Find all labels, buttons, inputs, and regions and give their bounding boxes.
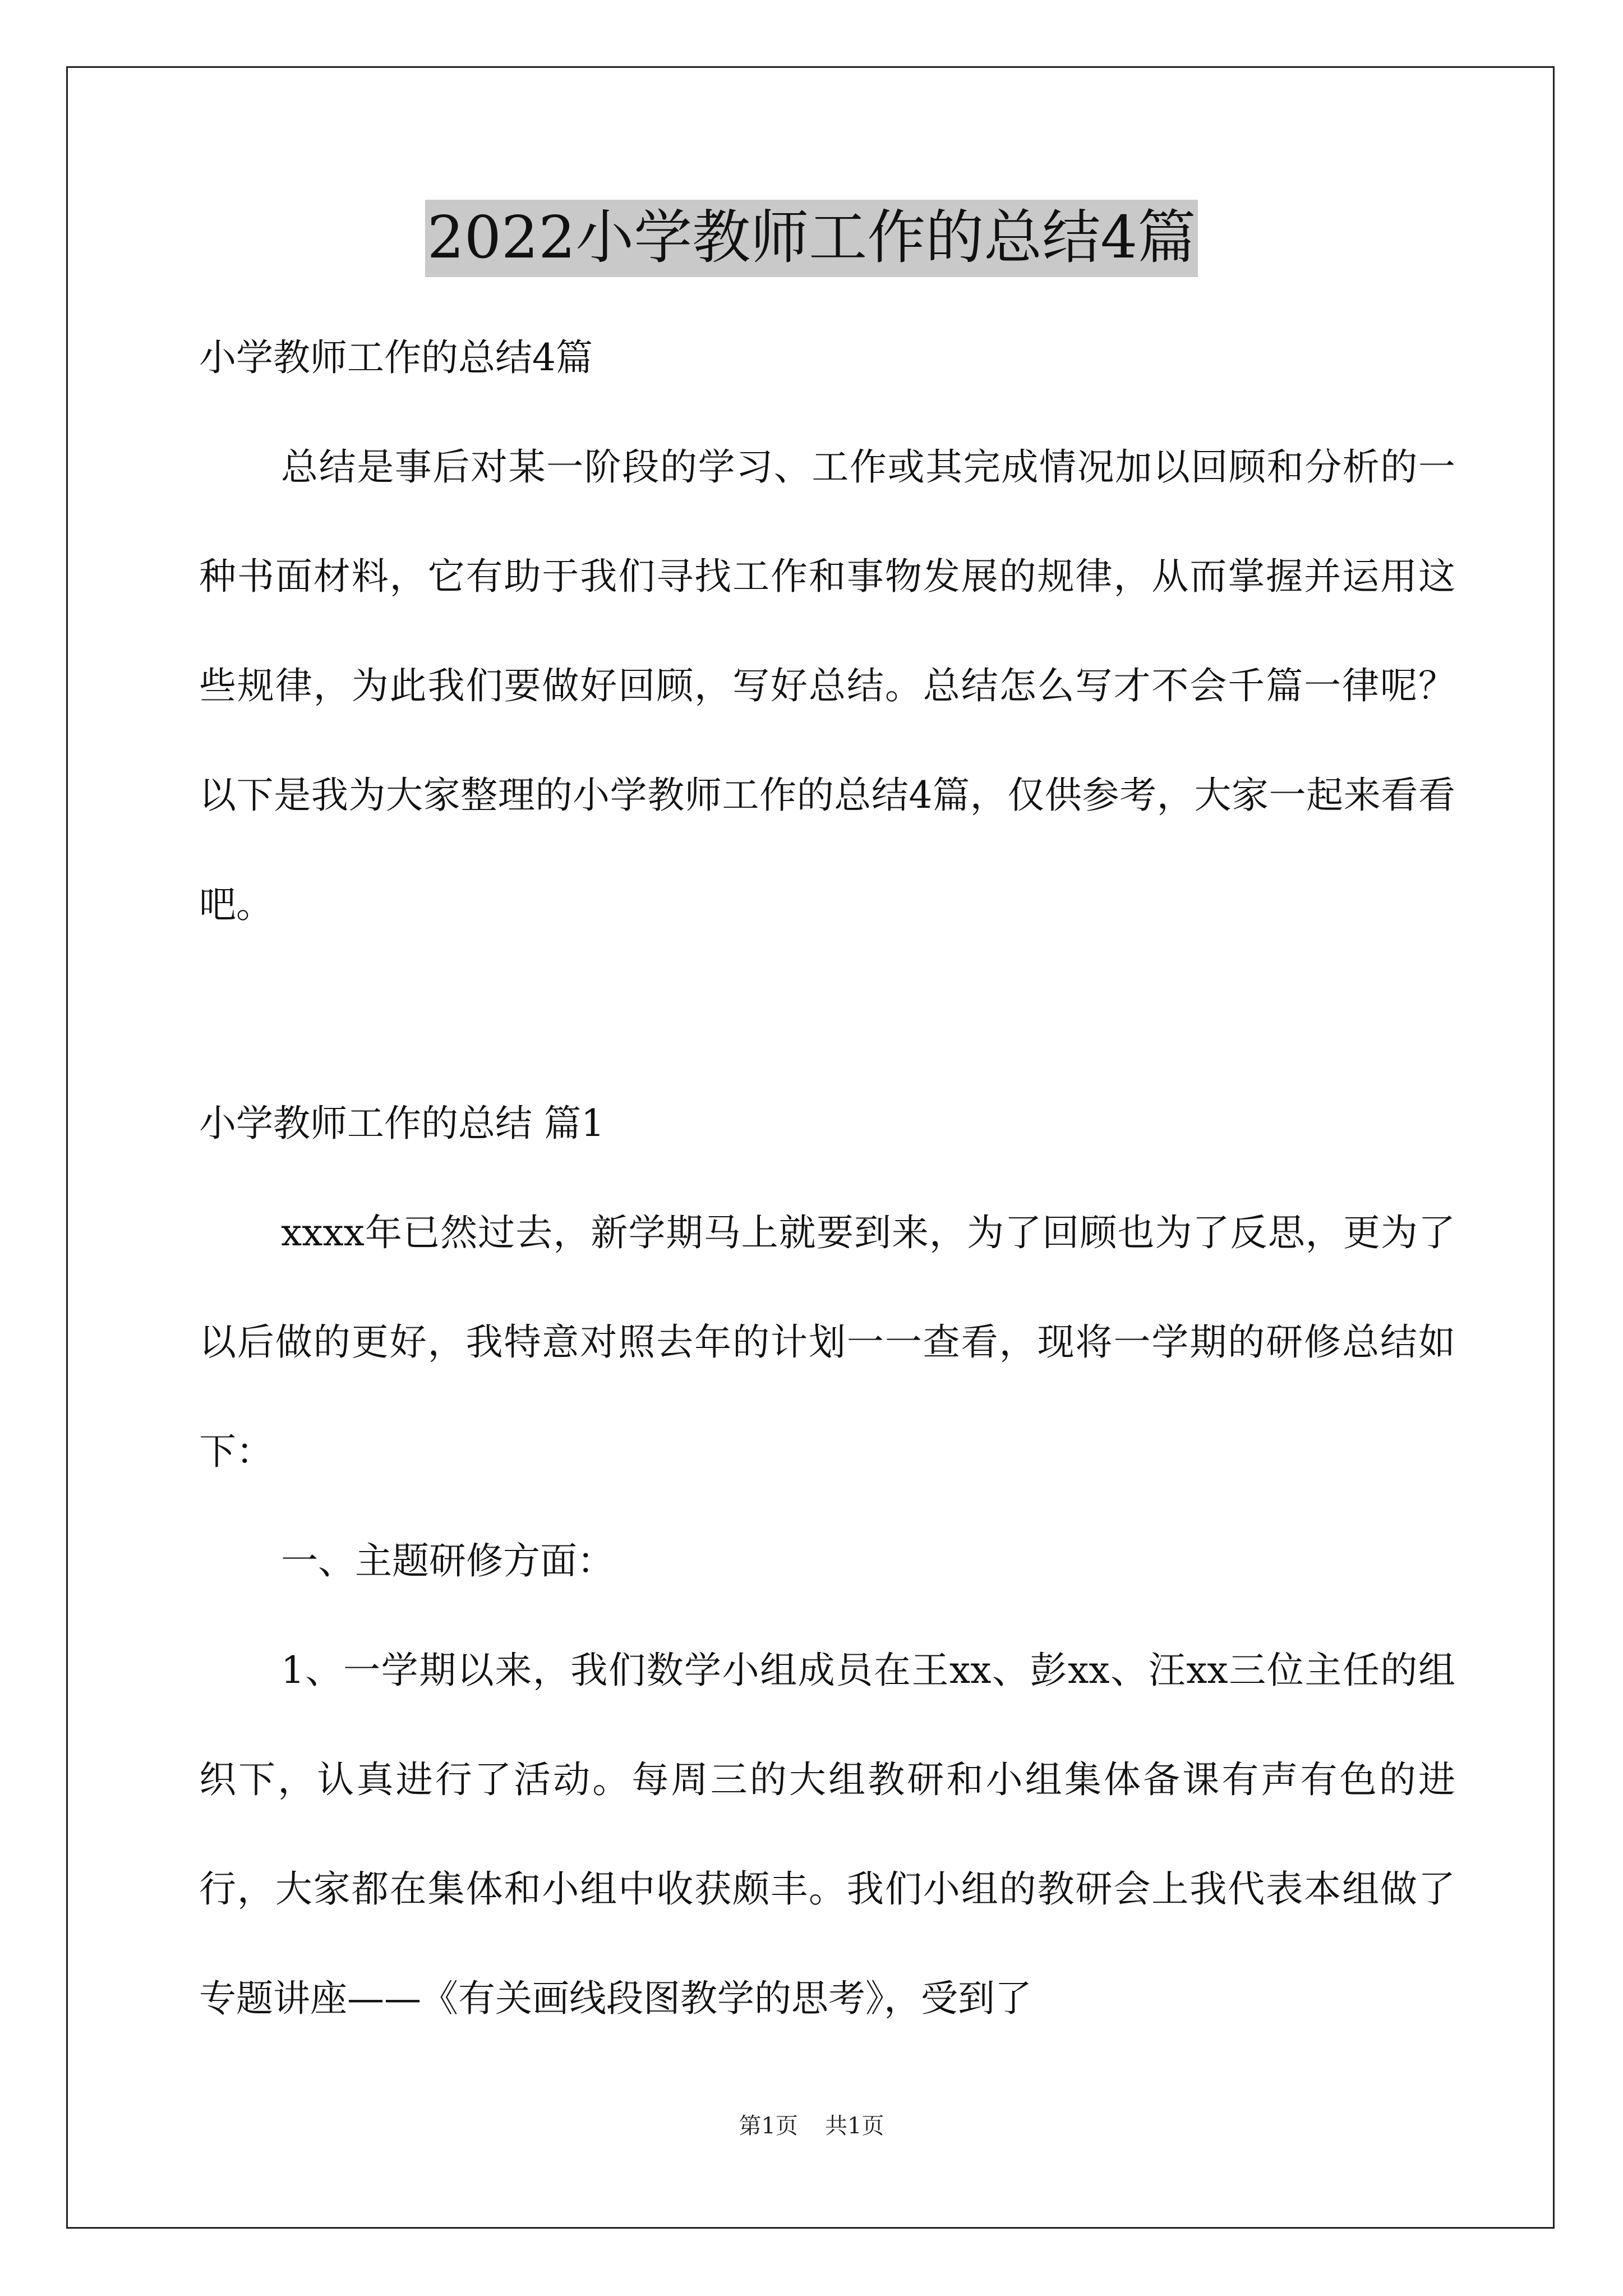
- page-footer: [0, 2109, 1623, 2143]
- document-subtitle: 小学教师工作的总结4篇: [199, 336, 593, 379]
- page-number: 第1页: [739, 2113, 798, 2139]
- body-paragraph-2: 1、一学期以来，我们数学小组成员在王xx、彭xx、汪xx三位主任的组织下，认真进行了活动。每周三的大组教研和小组集体备课有声有色的进行，大家都在集体和小组中收获颇丰。我们小组的教研会上我代表本组做了专题讲座——《有关画线段图教学的思考》，受到了: [199, 1649, 1455, 2020]
- section-heading: 小学教师工作的总结 篇1: [199, 1102, 605, 1145]
- document-title: [0, 201, 1623, 274]
- subheading-1: 一、主题研修方面：: [281, 1539, 614, 1582]
- intro-paragraph: 总结是事后对某一阶段的学习、工作或其完成情况加以回顾和分析的一种书面材料，它有助于我们寻找工作和事物发展的规律，从而掌握并运用这些规律，为此我们要做好回顾，写好总结。总结怎么写才不会千篇一律呢？以下是我为大家整理的小学教师工作的总结4篇，仅供参考，大家一起来看看吧。: [199, 445, 1455, 926]
- body-paragraph-1: xxxx年已然过去，新学期马上就要到来，为了回顾也为了反思，更为了以后做的更好，我特意对照去年的计划一一查看，现将一学期的研修总结如下：: [199, 1211, 1455, 1473]
- document-body: [199, 303, 1455, 2053]
- document-title-text: 2022小学教师工作的总结4篇: [425, 200, 1198, 277]
- page-total: 共1页: [825, 2113, 884, 2139]
